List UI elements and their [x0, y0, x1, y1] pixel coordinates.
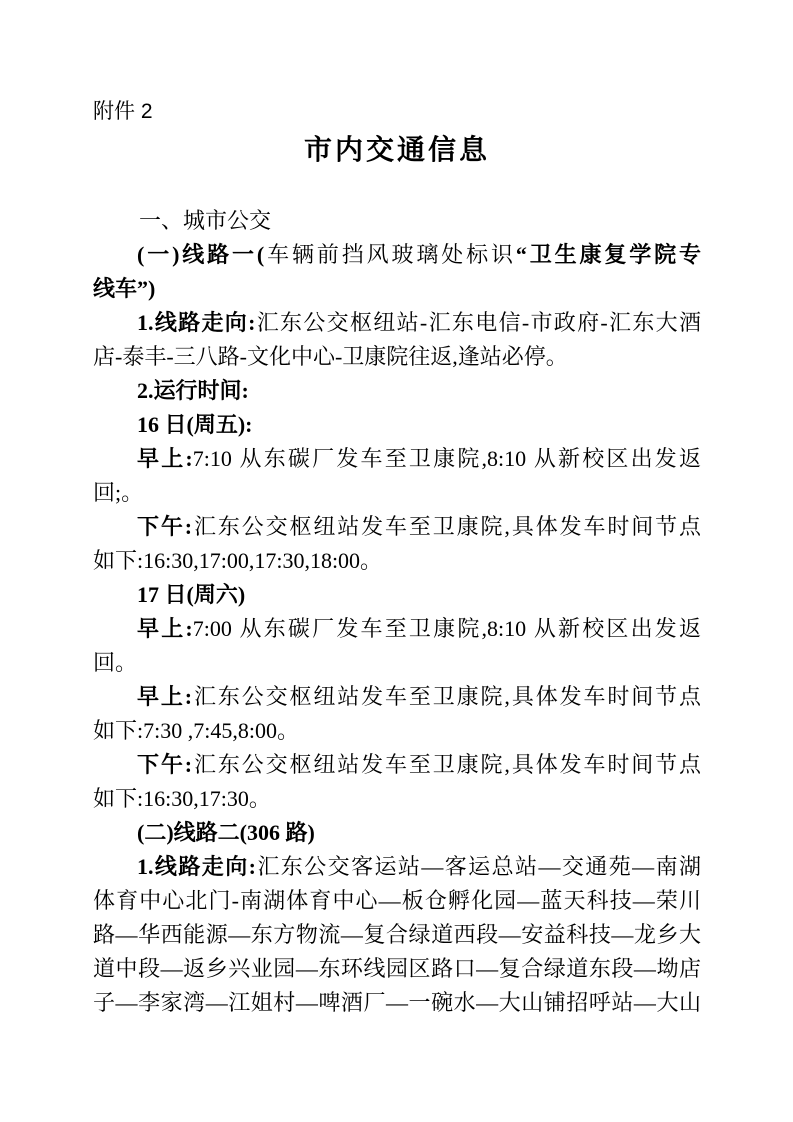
text-run: 路—华西能源—东方物流—复合绿道西段—安益科技—龙乡大: [93, 922, 701, 947]
text-run: 回。: [93, 650, 138, 675]
text-run: 7:00 从东碳厂发车至卫康院,8:10 从新校区出发返: [192, 616, 702, 641]
line-route1-path-2: [93, 340, 701, 374]
text-run: 1.线路走向:: [137, 310, 256, 335]
text-run: (一)线路一(: [137, 242, 265, 267]
line-day17-morning-2: [93, 646, 701, 680]
text-run: 早上:: [137, 446, 193, 471]
line-day17-heading: [93, 578, 701, 612]
text-run: 汇东公交枢纽站发车至卫康院,具体发车时间节点: [192, 752, 701, 777]
line-route2-path-4: [93, 952, 701, 986]
text-run: 汇东公交枢纽站-汇东电信-市政府-汇东大酒: [255, 310, 701, 335]
line-day16-morning-2: [93, 476, 701, 510]
page-title: 市内交通信息: [303, 135, 490, 166]
text-run: 子—李家湾—江姐村—啤酒厂—一碗水—大山铺招呼站—大山: [93, 990, 701, 1015]
line-day16-morning-1: [93, 442, 701, 476]
text-run: 16 日(周五):: [137, 412, 253, 437]
line-route2-path-3: [93, 918, 701, 952]
line-route2-path-2: [93, 884, 701, 918]
text-run: 早上:: [137, 616, 193, 641]
line-route1-path-1: [93, 306, 701, 340]
text-run: 如下:7:30 ,7:45,8:00。: [93, 718, 299, 743]
line-day17-afternoon-1: [93, 748, 701, 782]
line-route1-heading-2: [93, 272, 701, 306]
line-runtime-heading: [93, 374, 701, 408]
text-run: 17 日(周六): [137, 582, 246, 607]
line-day17-afternoon-2: [93, 782, 701, 816]
text-run: 店-泰丰-三八路-文化中心-卫康院往返,逢站必停。: [93, 344, 568, 369]
text-run: 体育中心北门-南湖体育中心—板仓孵化园—蓝天科技—荣川: [93, 888, 701, 913]
line-route2-path-1: [93, 850, 701, 884]
attachment-label: 附件 2: [93, 100, 153, 123]
text-run: 下午:: [137, 514, 193, 539]
line-route2-heading: [93, 816, 701, 850]
text-run: 回;。: [93, 480, 144, 505]
line-day17-hub-morning-2: [93, 714, 701, 748]
text-run: 线车”): [93, 276, 156, 301]
text-run: (二)线路二(306 路): [137, 820, 315, 845]
line-day17-hub-morning-1: [93, 680, 701, 714]
text-run: 汇东公交客运站—客运总站—交通苑—南湖: [255, 854, 701, 879]
text-run: 7:10 从东碳厂发车至卫康院,8:10 从新校区出发返: [192, 446, 702, 471]
text-run: 早上:: [137, 684, 193, 709]
text-run: 汇东公交枢纽站发车至卫康院,具体发车时间节点: [192, 684, 701, 709]
text-run: 1.线路走向:: [137, 854, 256, 879]
line-day17-morning-1: [93, 612, 701, 646]
text-run: 下午:: [137, 752, 193, 777]
text-run: 道中段—返乡兴业园—东环线园区路口—复合绿道东段—坳店: [93, 956, 701, 981]
line-day16-heading: [93, 408, 701, 442]
section-heading-city-bus: 一、城市公交: [139, 208, 272, 233]
text-run: 如下:16:30,17:30。: [93, 786, 271, 811]
text-run: “卫生康复学院专: [515, 242, 701, 267]
line-day16-afternoon-1: [93, 510, 701, 544]
title-gap: [93, 174, 701, 204]
text-run: 汇东公交枢纽站发车至卫康院,具体发车时间节点: [192, 514, 701, 539]
text-run: 如下:16:30,17:00,17:30,18:00。: [93, 548, 383, 573]
line-route1-heading-1: [93, 238, 701, 272]
line-day16-afternoon-2: [93, 544, 701, 578]
line-route2-path-5: [93, 986, 701, 1020]
text-run: 2.运行时间:: [137, 378, 249, 403]
text-run: 车辆前挡风玻璃处标识: [264, 242, 516, 267]
